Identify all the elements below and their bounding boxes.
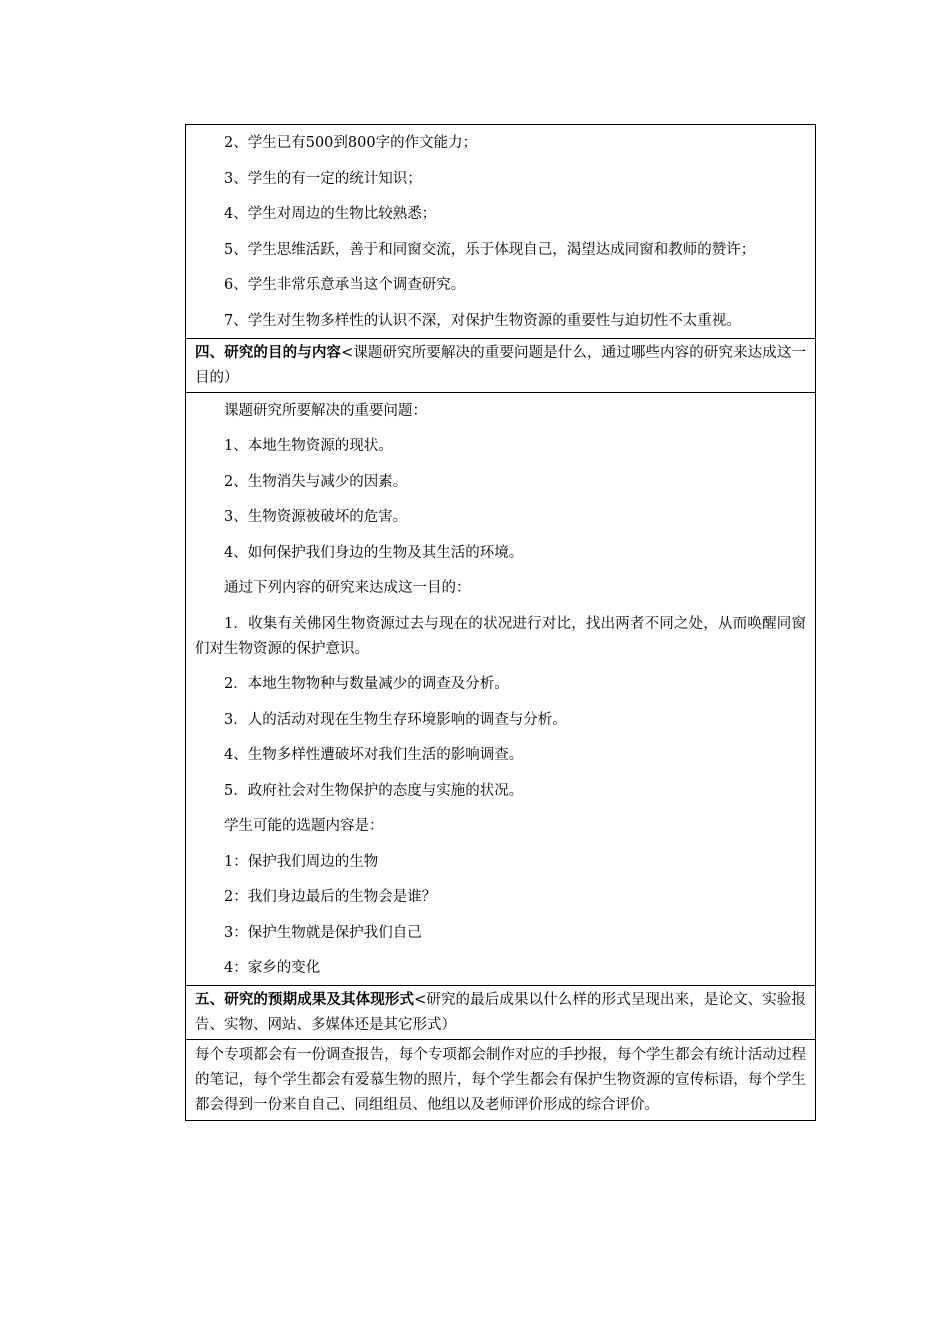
section-four-heading (195, 340, 806, 391)
expected-results-text: 每个专项都会有一份调查报告，每个专项都会制作对应的手抄报，每个学生都会有统计活动过程的笔记，每个学生都会有爱慕生物的照片，每个学生都会有保护生物资源的宣传标语，每个学生都会得到一份来自自己、同组组员、他组以及老师评价形成的综合评价。 (195, 1047, 806, 1113)
list-item: 4、如何保护我们身边的生物及其生活的环境。 (224, 544, 524, 561)
list-item: 5．政府社会对生物保护的态度与实施的状况。 (224, 782, 524, 799)
list-item: 4：家乡的变化 (224, 960, 321, 976)
learner-analysis-cell (186, 131, 815, 334)
list-item: 5、学生思维活跃，善于和同窗交流，乐于体现自己，渴望达成同窗和教师的赞许； (224, 241, 756, 258)
list-item: 2、生物消失与减少的因素。 (224, 473, 408, 490)
list-item: 1．收集有关佛冈生物资源过去与现在的状况进行对比，找出两者不同之处，从而唤醒同窗们对生物资源的保护意识。 (195, 615, 806, 657)
list-item: 2．本地生物物种与数量减少的调查及分析。 (224, 676, 509, 692)
plan-table (185, 124, 816, 1121)
problem-intro: 课题研究所要解决的重要问题： (224, 402, 427, 419)
list-item: 3、学生的有一定的统计知识； (224, 170, 422, 187)
list-item: 4、生物多样性遭破坏对我们生活的影响调查。 (224, 747, 524, 763)
section-five-heading-cell (186, 985, 815, 1039)
list-item: 3．人的活动对现在生物生存环境影响的调查与分析。 (224, 711, 567, 728)
list-item: 1：保护我们周边的生物 (224, 853, 379, 870)
list-item: 3：保护生物就是保护我们自己 (224, 924, 422, 941)
section-five-body-cell (186, 1039, 815, 1120)
list-item: 4、学生对周边的生物比较熟悉； (224, 206, 437, 222)
section-four-body-cell (186, 392, 815, 982)
section-four-title: 四、研究的目的与内容 (195, 343, 342, 361)
section-five-title: 五、研究的预期成果及其体现形式 (195, 991, 415, 1008)
topics-intro: 学生可能的选题内容是： (224, 818, 384, 834)
section-four-heading-cell (186, 338, 815, 392)
list-item: 2：我们身边最后的生物会是谁？ (224, 889, 437, 905)
list-item: 3、生物资源被破坏的危害。 (224, 509, 408, 525)
content-intro: 通过下列内容的研究来达成这一目的： (224, 580, 471, 596)
list-item: 6、学生非常乐意承当这个调查研究。 (224, 277, 466, 293)
list-item: 2、学生已有500到800字的作文能力； (224, 135, 478, 151)
section-five-heading (195, 987, 806, 1038)
list-item: 1、本地生物资源的现状。 (224, 438, 393, 454)
list-item: 7、学生对生物多样性的认识不深，对保护生物资源的重要性与迫切性不太重视。 (224, 312, 741, 329)
section-four-note: <课题研究所要解决的重要问题是什么，通过哪些内容的研究来达成这一目的） (195, 344, 806, 386)
section-five-note: <研究的最后成果以什么样的形式呈现出来，是论文、实验报告、实物、网站、多媒体还是其它形式） (195, 992, 806, 1033)
